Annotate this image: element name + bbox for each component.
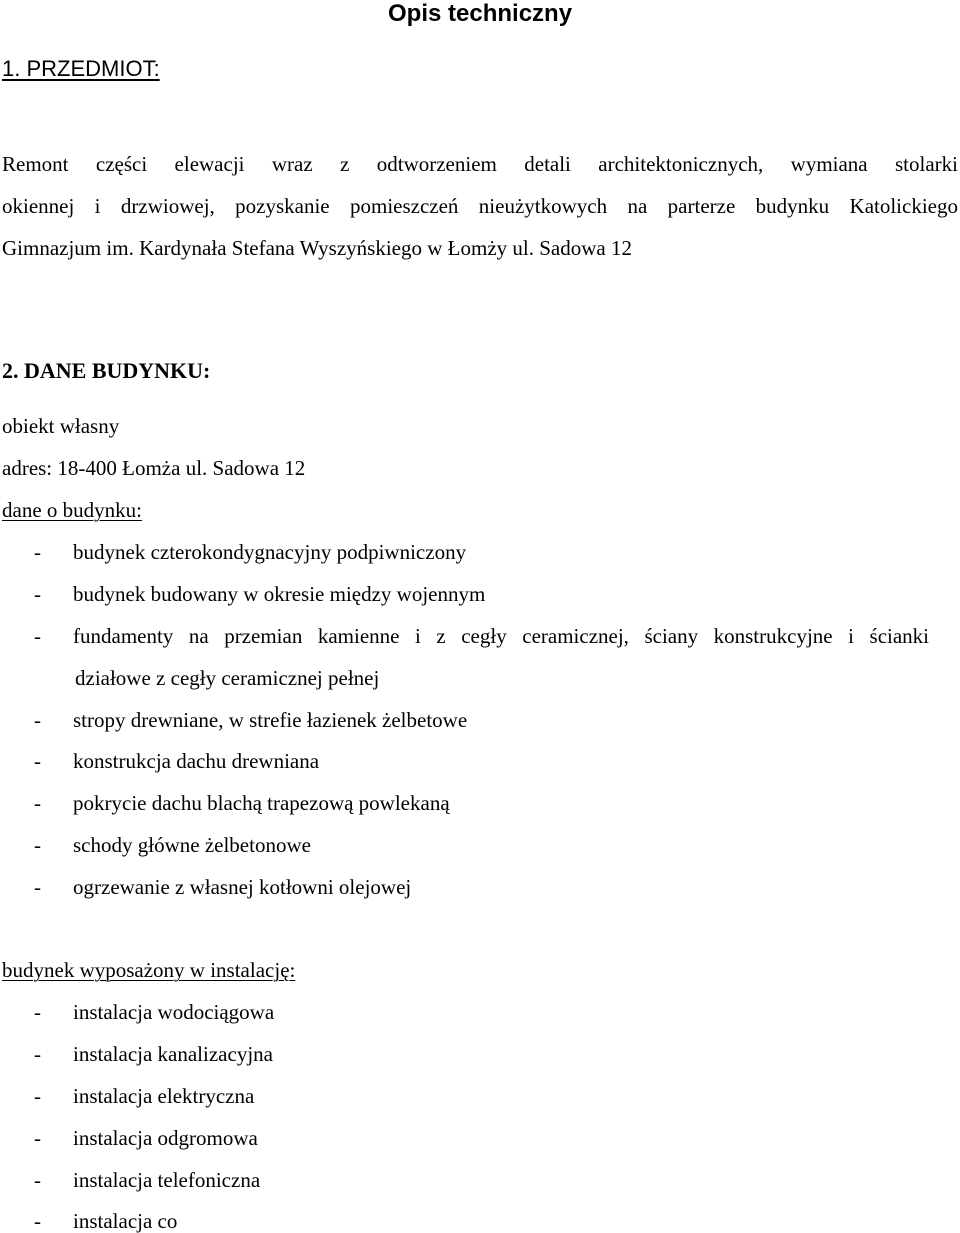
list-bullet: -	[34, 1084, 41, 1108]
list-bullet: -	[34, 791, 41, 815]
list-bullet: -	[34, 749, 41, 773]
list-item: budynek budowany w okresie między wojennym	[73, 582, 486, 606]
section-1-paragraph-line-1: Remont części elewacji wraz z odtworzeniem detali architektonicznych, wymiana stolarki	[2, 152, 958, 176]
list-bullet: -	[34, 624, 41, 648]
list-bullet: -	[34, 1042, 41, 1066]
installation-item: instalacja telefoniczna	[73, 1168, 261, 1192]
list-bullet: -	[34, 1126, 41, 1150]
list-item: budynek czterokondygnacyjny podpiwniczony	[73, 540, 467, 564]
list-item: fundamenty na przemian kamienne i z cegły ceramicznej, ściany konstrukcyjne i ścianki	[73, 624, 929, 648]
installation-item: instalacja wodociągowa	[73, 1000, 275, 1024]
list-bullet: -	[34, 833, 41, 857]
list-bullet: -	[34, 1209, 41, 1233]
section-1-heading: 1. PRZEDMIOT:	[2, 56, 160, 81]
list-item: pokrycie dachu blachą trapezową powlekaną	[73, 791, 450, 815]
section-2-heading: 2. DANE BUDYNKU:	[2, 358, 211, 383]
installations-label: budynek wyposażony w instalację:	[2, 958, 296, 982]
document-title: Opis techniczny	[388, 0, 573, 27]
list-bullet: -	[34, 875, 41, 899]
list-bullet: -	[34, 1000, 41, 1024]
list-item-continuation: działowe z cegły ceramicznej pełnej	[75, 666, 380, 690]
installation-item: instalacja co	[73, 1209, 178, 1233]
list-item: stropy drewniane, w strefie łazienek żelbetowe	[73, 708, 468, 732]
list-item: schody główne żelbetonowe	[73, 833, 311, 857]
section-1-paragraph-line-2: okiennej i drzwiowej, pozyskanie pomieszczeń nieużytkowych na parterze budynku Katolickiego	[2, 194, 958, 218]
building-data-label: dane o budynku:	[2, 498, 142, 522]
list-item: konstrukcja dachu drewniana	[73, 749, 320, 773]
ownership-text: obiekt własny	[2, 414, 120, 438]
installation-item: instalacja odgromowa	[73, 1126, 258, 1150]
address-text: adres: 18-400 Łomża ul. Sadowa 12	[2, 456, 306, 480]
list-item: ogrzewanie z własnej kotłowni olejowej	[73, 875, 412, 899]
section-1-paragraph-line-3: Gimnazjum im. Kardynała Stefana Wyszyńskiego w Łomży ul. Sadowa 12	[2, 236, 632, 260]
list-bullet: -	[34, 708, 41, 732]
installation-item: instalacja kanalizacyjna	[73, 1042, 273, 1066]
installation-item: instalacja elektryczna	[73, 1084, 255, 1108]
list-bullet: -	[34, 582, 41, 606]
list-bullet: -	[34, 1168, 41, 1192]
list-bullet: -	[34, 540, 41, 564]
